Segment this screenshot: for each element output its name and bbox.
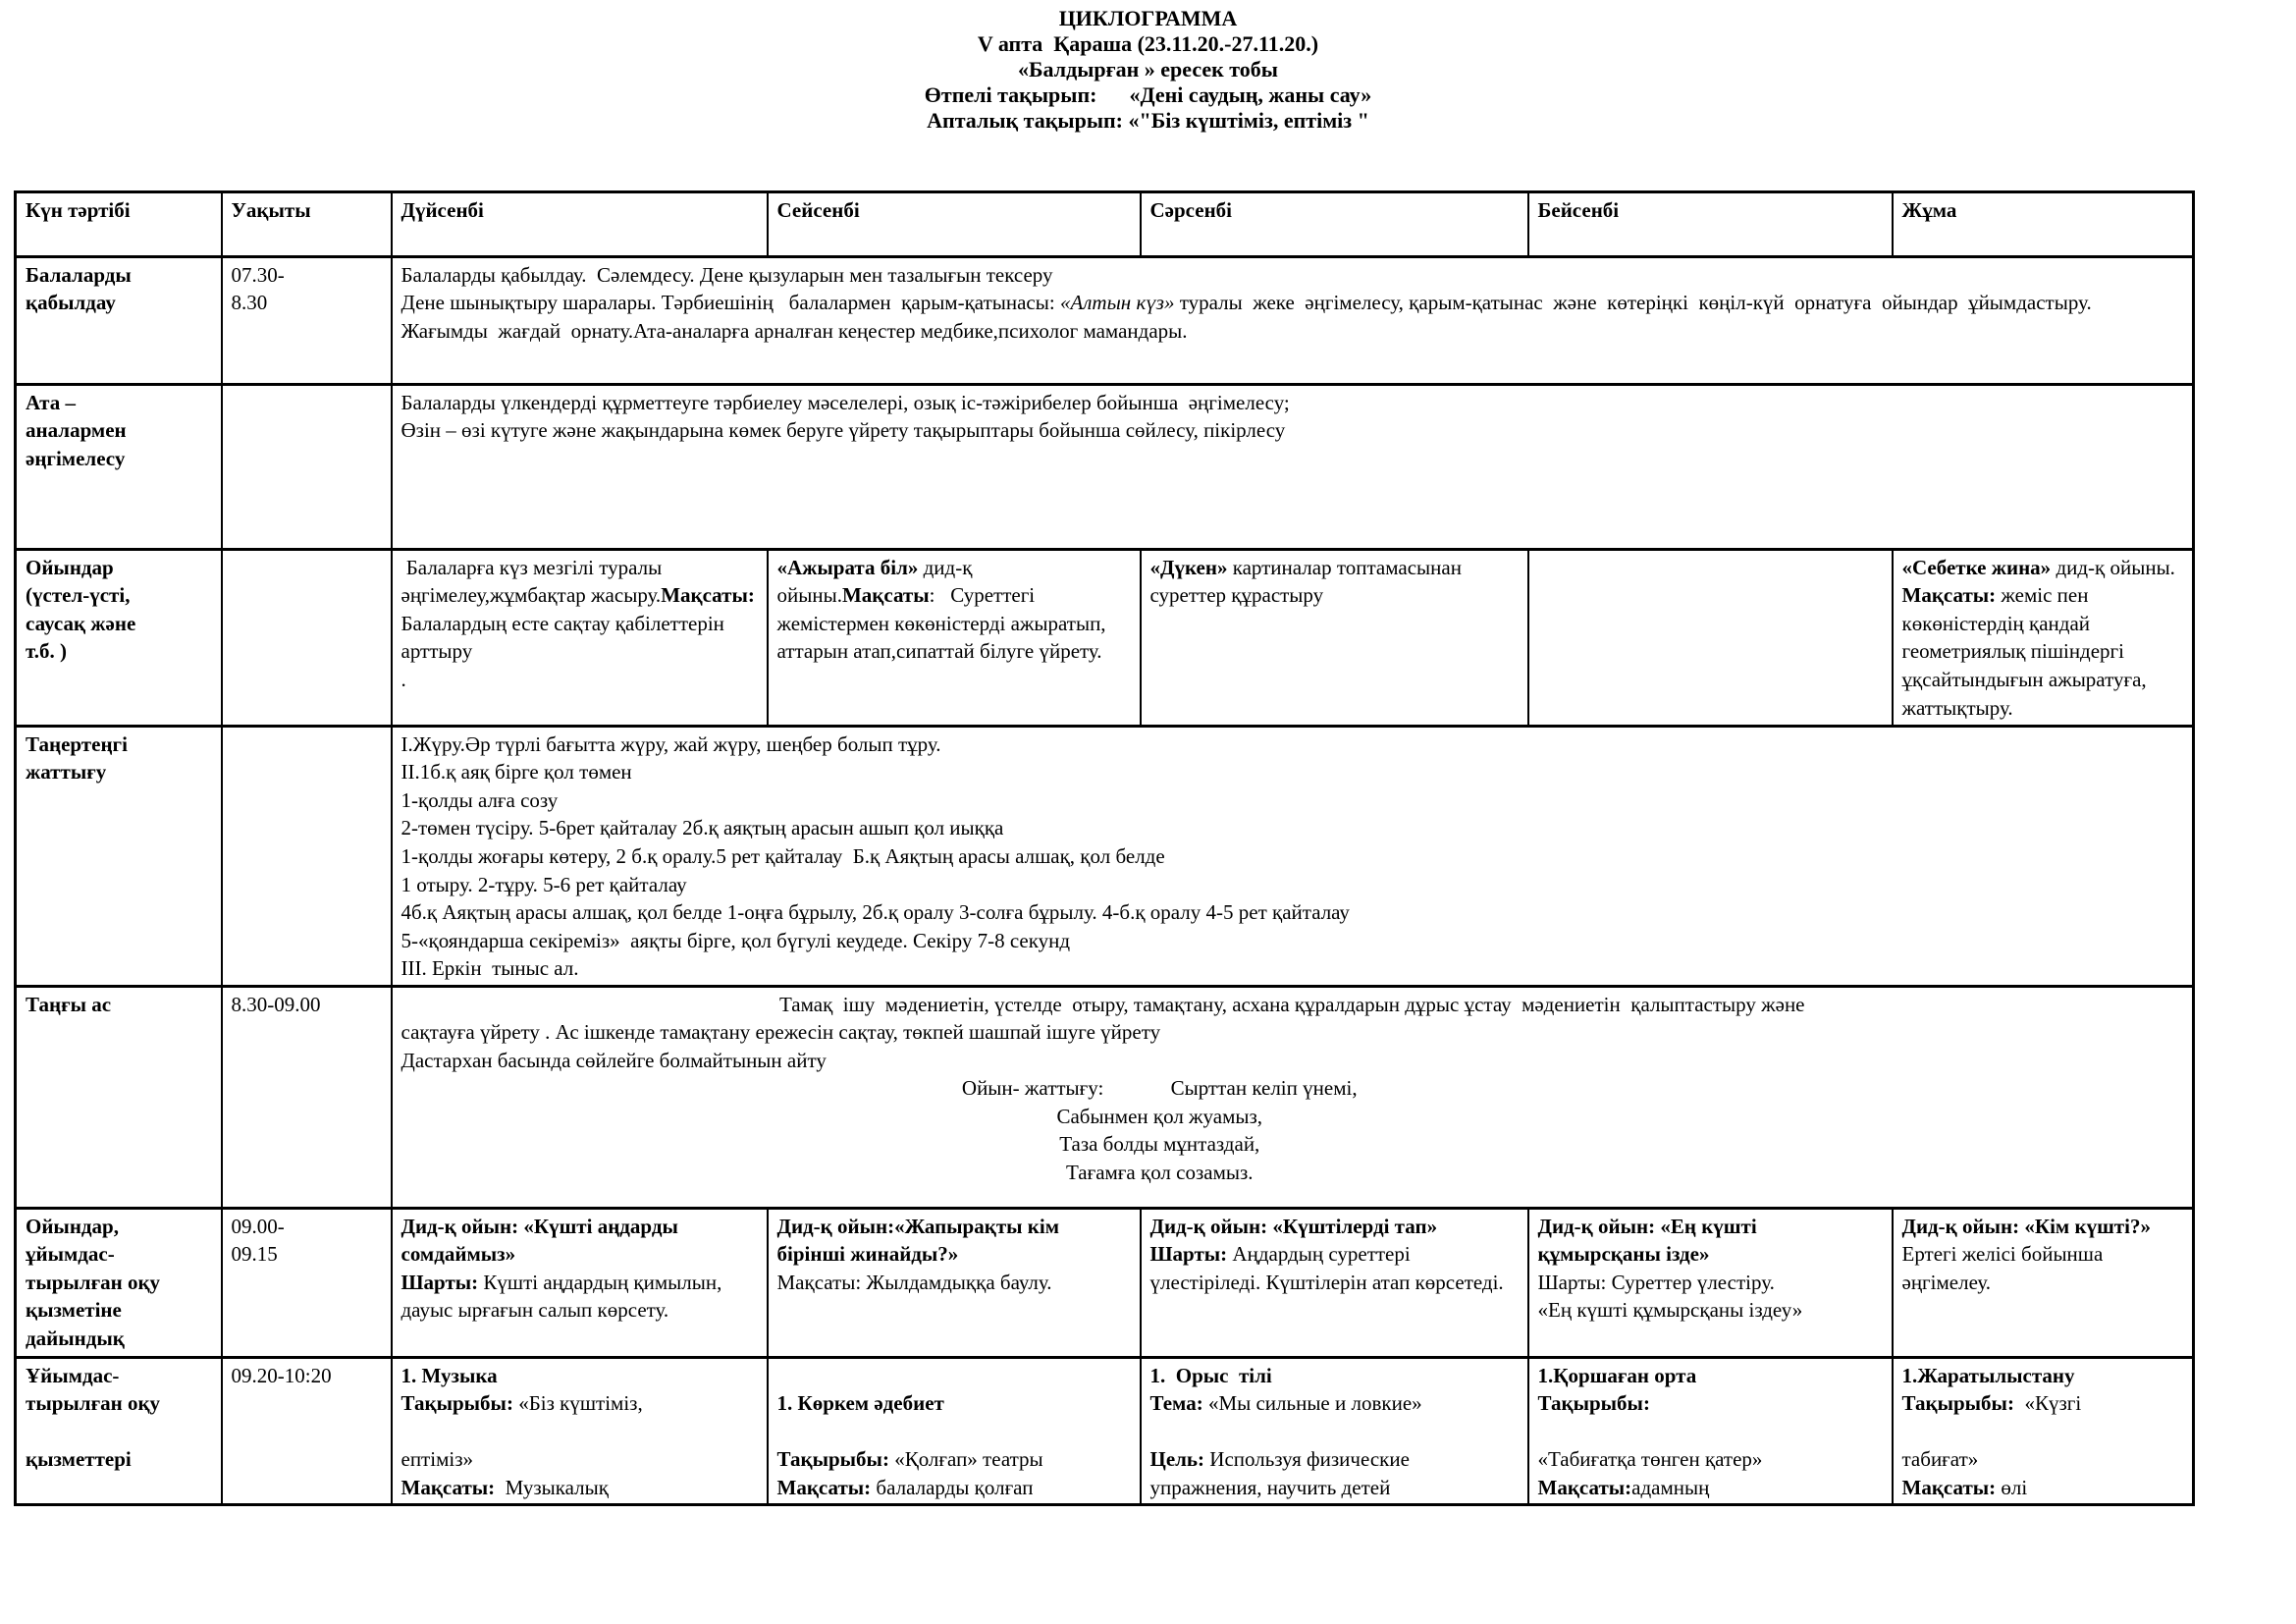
row-label-games: Ойындар (үстел-үсті, саусақ және т.б. ) [16, 549, 222, 726]
column-header-day-routine: Күн тәртібі [16, 191, 222, 256]
column-header-time: Уақыты [222, 191, 392, 256]
cell-learning-tuesday: 1. Көркем әдебиет Тақырыбы: «Қолғап» театры Мақсаты: балаларды қолғап [768, 1357, 1141, 1505]
time-cell-breakfast: 8.30-09.00 [222, 986, 392, 1208]
cell-children-reception-all-days: Балаларды қабылдау. Сәлемдесу. Дене қызуларын мен тазалығын тексеру Дене шынықтыру шаралары. Тәрбиешінің балалармен қарым-қатынасы: «Алтын күз» туралы жеке әңгімелесу, қарым-қатынас және көтеріңкі көңіл-күй орнатуға ойындар ұйымдастыру. Жағымды жағдай орнату.Ата-аналарға арналған кеңестер медбике,психолог мамандары. [392, 256, 2194, 384]
cell-preparation-monday: Дид-қ ойын: «Күшті аңдарды сомдаймыз» Шарты: Күшті аңдардың қимылын, дауыс ырғағын салып көрсету. [392, 1208, 768, 1357]
cell-preparation-thursday: Дид-қ ойын: «Ең күшті құмырсқаны ізде» Шарты: Суреттер үлестіру. «Ең күшті құмырсқаны іздеу» [1528, 1208, 1893, 1357]
cell-learning-friday: 1.Жаратылыстану Тақырыбы: «Күзгі табиғат» Мақсаты: өлі [1893, 1357, 2194, 1505]
row-games [16, 549, 2194, 726]
cell-games-monday: Балаларға күз мезгілі туралы әңгімелеу,жұмбақтар жасыру.Мақсаты: Балалардың есте сақтау қабілеттерін арттыру . [392, 549, 768, 726]
cell-learning-monday: 1. Музыка Тақырыбы: «Біз күштіміз, ептіміз» Мақсаты: Музыкалық [392, 1357, 768, 1505]
cell-games-tuesday: «Ажырата біл» дид-қ ойыны.Мақсаты: Суреттегі жемістермен көкөністерді ажыратып, аттарын атап,сипаттай білуге үйрету. [768, 549, 1141, 726]
row-breakfast [16, 986, 2194, 1208]
time-cell-children-reception: 07.30- 8.30 [222, 256, 392, 384]
row-label-organized-learning: Ұйымдас- тырылған оқу қызметтері [16, 1357, 222, 1505]
time-cell-organized-learning: 09.20-10:20 [222, 1357, 392, 1505]
row-children-reception [16, 256, 2194, 384]
cell-learning-wednesday: 1. Орыс тілі Тема: «Мы сильные и ловкие» Цель: Используя физические упражнения, научить детей [1141, 1357, 1528, 1505]
cell-games-wednesday: «Дүкен» картиналар топтамасынан суреттер құрастыру [1141, 549, 1528, 726]
cell-morning-exercise-all-days: І.Жүру.Әр түрлі бағытта жүру, жай жүру, шеңбер болып тұру. ІІ.1б.қ аяқ бірге қол төмен 1-қолды алға созу 2-төмен түсіру. 5-6рет қайталау 2б.қ аяқтың арасын ашып қол иыққа 1-қолды жоғары көтеру, 2 б.қ оралу.5 рет қайталау Б.қ Аяқтың арасы алшақ, қол белде 1 отыру. 2-тұру. 5-6 рет қайталау 4б.қ Аяқтың арасы алшақ, қол белде 1-оңға бұрылу, 2б.қ оралу 3-солға бұрылу. 4-б.қ оралу 4-5 рет қайталау 5-«қояндарша секіреміз» аяқты бірге, қол бүгулі кеудеде. Секіру 7-8 секунд ІІІ. Еркін тыныс ал. [392, 726, 2194, 986]
column-header-friday: Жұма [1893, 191, 2194, 256]
time-cell-games [222, 549, 392, 726]
row-label-parents-talk: Ата – аналармен әңгімелесу [16, 384, 222, 549]
header-group-line: «Балдырған » ересек тобы [1018, 56, 1278, 81]
row-label-children-reception: Балаларды қабылдау [16, 256, 222, 384]
row-label-games-preparation: Ойындар, ұйымдас- тырылған оқу қызметіне дайындық [16, 1208, 222, 1357]
column-header-wednesday: Сәрсенбі [1141, 191, 1528, 256]
header-weekly-theme: Апталық тақырып: «"Біз күштіміз, ептіміз " [927, 107, 1369, 133]
cell-games-friday: «Себетке жина» дид-қ ойыны. Мақсаты: жеміс пен көкөністердің қандай геометриялық пішіндергі ұқсайтындығын ажыратуға, жаттықтыру. [1893, 549, 2194, 726]
cell-preparation-wednesday: Дид-қ ойын: «Күштілерді тап» Шарты: Аңдардың суреттері үлестіріледі. Күштілерін атап көрсетеді. [1141, 1208, 1528, 1357]
cell-breakfast-all-days: Тамақ ішу мәдениетін, үстелде отыру, тамақтану, асхана құралдарын дұрыс ұстау мәдениетін қалыптастыру және сақтауға үйрету . Ас ішкенде тамақтану ережесін сақтау, төкпей шашпай ішуге үйрету Дастархан басында сөйлейге болмайтынын айту Ойын- жаттығу: Сырттан келіп үнемі, Сабынмен қол жуамыз, Таза болды мұнтаздай, Тағамға қол созамыз. [392, 986, 2194, 1208]
cyclogram-table [14, 190, 2195, 1507]
cell-learning-thursday: 1.Қоршаған орта Тақырыбы: «Табиғатқа төнген қатер» Мақсаты:адамның [1528, 1357, 1893, 1505]
cell-preparation-tuesday: Дид-қ ойын:«Жапырақты кім бірінші жинайды?» Мақсаты: Жылдамдыққа баулу. [768, 1208, 1141, 1357]
row-organized-learning [16, 1357, 2194, 1505]
cell-games-thursday [1528, 549, 1893, 726]
time-cell-parents-talk [222, 384, 392, 549]
page-title: ЦИКЛОГРАММА [1058, 6, 1238, 30]
time-cell-morning-exercise [222, 726, 392, 986]
table-header-row [16, 191, 2194, 256]
row-label-morning-exercise: Таңертеңгі жаттығу [16, 726, 222, 986]
header-transition-theme: Өтпелі тақырып: «Дені саудың, жаны сау» [924, 81, 1372, 107]
time-cell-games-preparation: 09.00- 09.15 [222, 1208, 392, 1357]
row-parents-talk [16, 384, 2194, 549]
cell-parents-talk-all-days: Балаларды үлкендерді құрметтеуге тәрбиелеу мәселелері, озық іс-тәжірибелер бойынша әңгімелесу; Өзін – өзі күтуге және жақындарына көмек беруге үйрету тақырыптары бойынша сөйлесу, пікірлесу [392, 384, 2194, 549]
column-header-monday: Дүйсенбі [392, 191, 768, 256]
row-morning-exercise [16, 726, 2194, 986]
column-header-thursday: Бейсенбі [1528, 191, 1893, 256]
row-label-breakfast: Таңғы ас [16, 986, 222, 1208]
column-header-tuesday: Сейсенбі [768, 191, 1141, 256]
row-games-preparation [16, 1208, 2194, 1357]
document-header [0, 0, 2296, 134]
header-week-line: V апта Қараша (23.11.20.-27.11.20.) [977, 30, 1319, 56]
cell-preparation-friday: Дид-қ ойын: «Кім күшті?» Ертегі желісі бойынша әңгімелеу. [1893, 1208, 2194, 1357]
